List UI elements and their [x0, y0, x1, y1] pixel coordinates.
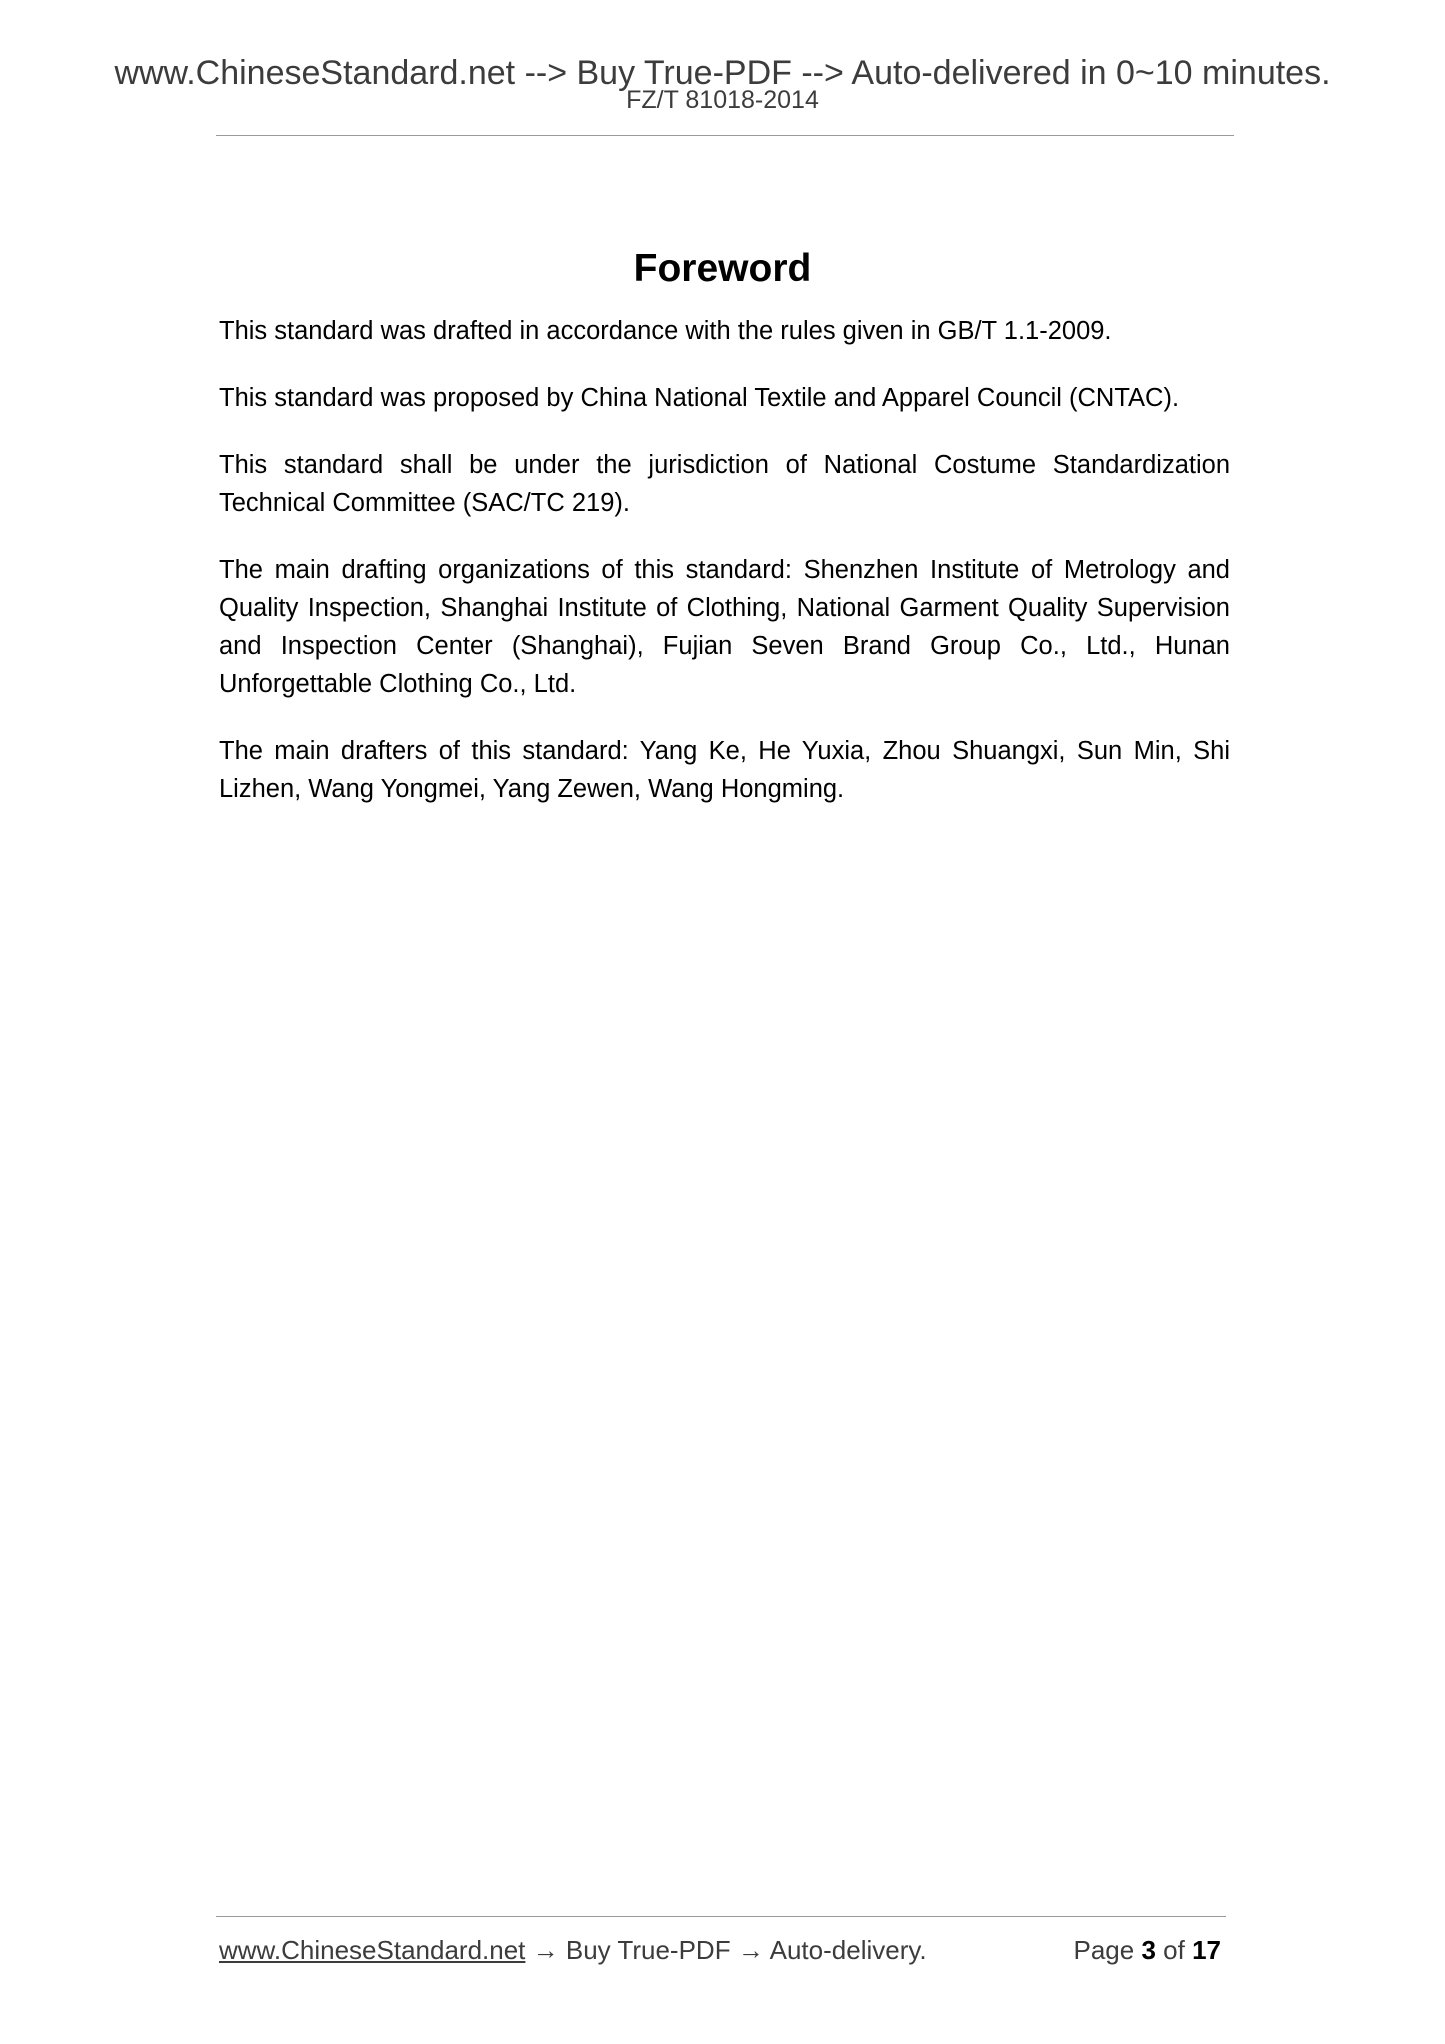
footer-site-link[interactable]: www.ChineseStandard.net [219, 1935, 526, 1965]
footer-delivery-text: Auto-delivery. [769, 1935, 927, 1965]
page-total: 17 [1192, 1935, 1221, 1965]
footer-buy-text: Buy True-PDF [565, 1935, 731, 1965]
header-divider [216, 135, 1234, 136]
paragraph-drafting-rules: This standard was drafted in accordance with the rules given in GB/T 1.1-2009. [219, 317, 1112, 345]
header-banner: www.ChineseStandard.net --> Buy True-PDF --> Auto-delivered in 0~10 minutes. [114, 54, 1331, 92]
page-label: Page [1073, 1935, 1135, 1965]
standard-code: FZ/T 81018-2014 [626, 86, 819, 114]
paragraph-drafting-organizations: The main drafting organizations of this standard: Shenzhen Institute of Metrology and Quality Inspection, Shanghai Institute of Clothing, National Garment Quality Supervision and Inspection Center (Shanghai), Fujian Seven Brand Group Co., Ltd., Hunan Unforgettable Clothing Co., Ltd. [219, 556, 1230, 698]
page-of-label: of [1163, 1935, 1185, 1965]
footer-divider [216, 1916, 1226, 1917]
page-number [1073, 1935, 1221, 1966]
footer-promo [219, 1935, 927, 1966]
page-current: 3 [1141, 1935, 1156, 1965]
paragraph-drafters: The main drafters of this standard: Yang Ke, He Yuxia, Zhou Shuangxi, Sun Min, Shi Lizhen, Wang Yongmei, Yang Zewen, Wang Hongming. [219, 737, 1230, 803]
page-title: Foreword [633, 247, 812, 291]
arrow-right-icon: → [737, 1935, 764, 1965]
paragraph-proposer: This standard was proposed by China National Textile and Apparel Council (CNTAC). [219, 384, 1180, 412]
paragraph-jurisdiction: This standard shall be under the jurisdiction of National Costume Standardization Technical Committee (SAC/TC 219). [219, 451, 1230, 517]
foreword-body [219, 312, 1230, 837]
arrow-right-icon: → [532, 1935, 559, 1965]
